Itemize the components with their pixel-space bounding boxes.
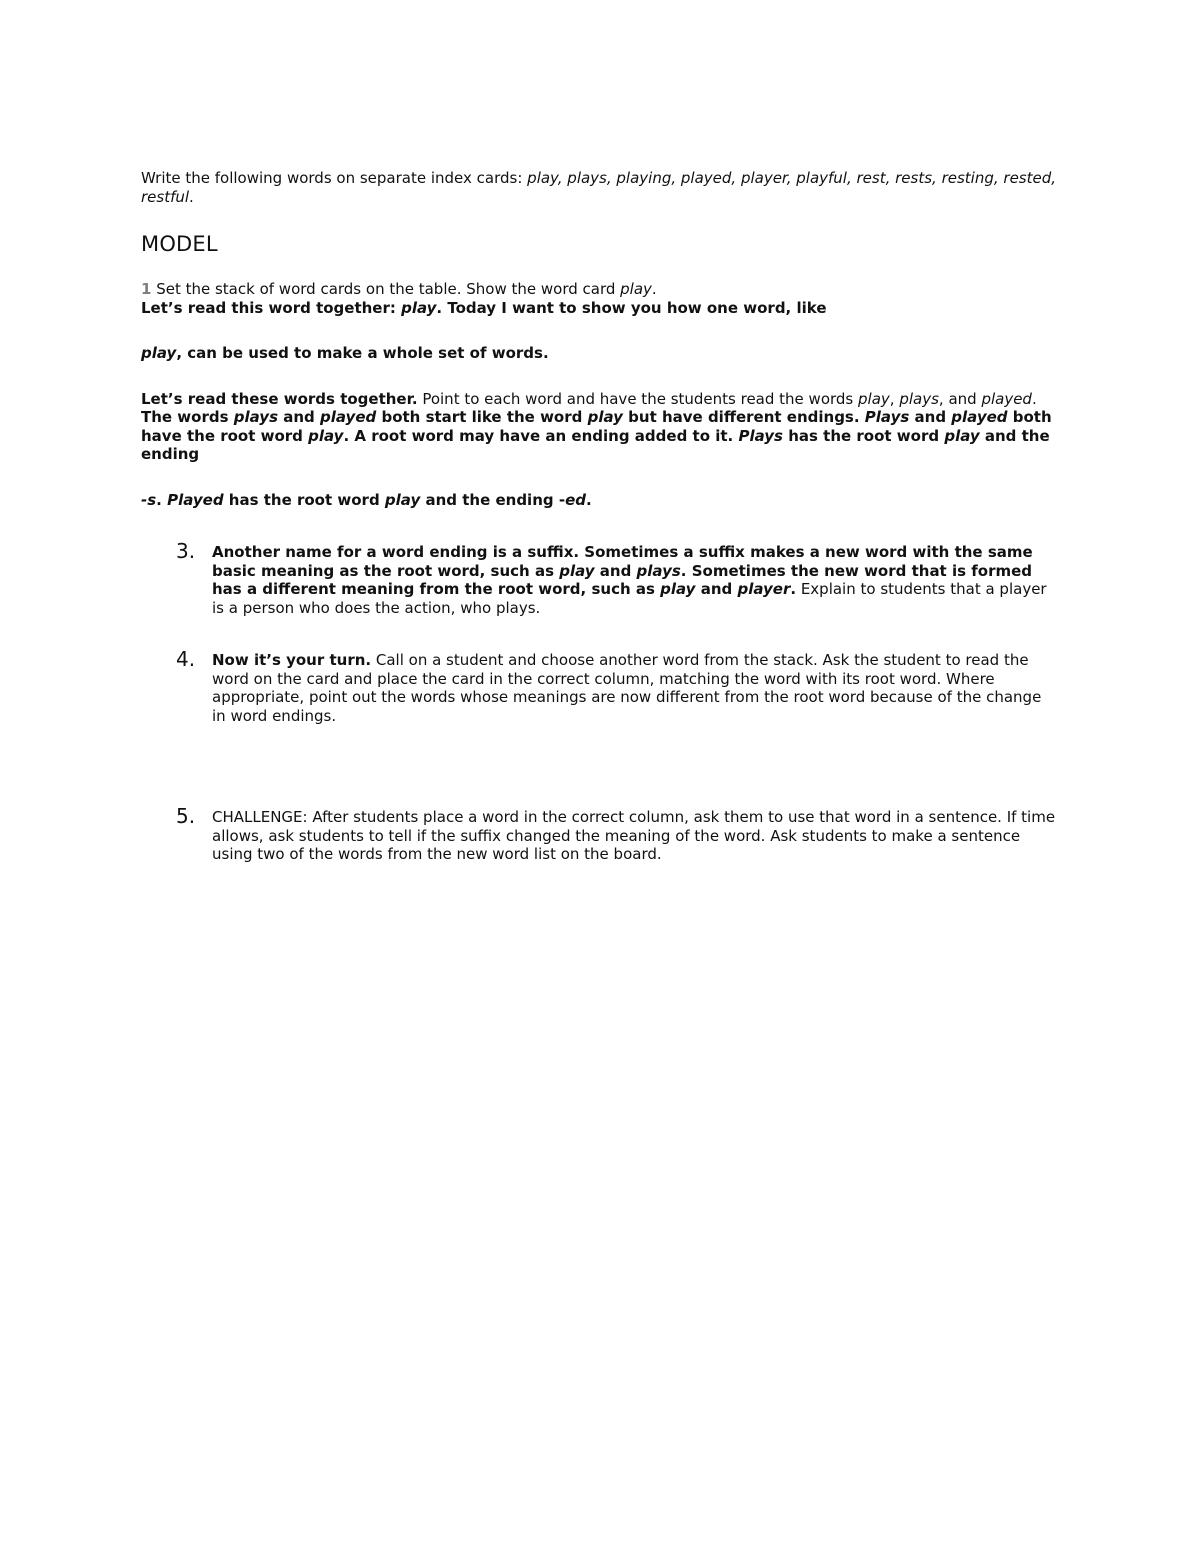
step-1-instruction-text: Set the stack of word cards on the table. Show the word card [151,280,621,298]
step-1-script [141,299,1056,318]
intro-end: . [189,187,194,206]
step-4-plain: Call on a student and choose another word from the stack. Ask the student to read the word on the card and place the card in the correct column, matching the word with its root word. Where appropriate, point out the words whose meanings are now different from the root word because of the change in word endings. [212,651,1042,725]
step-3-b3: . Sometimes the new word that is formed has a different meaning from the root word, such as [212,561,1033,598]
step-2-c3: and the ending - [420,490,566,509]
step-2-paragraph [141,390,1056,464]
intro-word-list: play, plays, playing, played, player, playful, rest, rests, resting, rested, restful [141,169,1057,206]
step-2-comma: , [889,389,900,408]
step-3-b4: and [695,580,738,598]
step-1-number: 1 [141,280,152,298]
step-2-word-plays: plays [899,389,939,408]
step-2-b-plays: plays [233,408,279,426]
step-2-c4: . [585,490,592,509]
step-2-b9: and the ending [141,426,1050,463]
step-2-b7: . A root word may have an ending added to it. [343,426,739,445]
step-2-b6: both have the root word [141,408,1052,445]
list-item-step-3 [141,539,1056,617]
section-heading: MODEL [141,232,218,256]
step-2-word-played: played [981,389,1032,408]
step-2-script-lead: Let’s read these words together. [141,389,418,408]
step-1-script-word: play [401,298,437,317]
step-1-instruction-end: . [651,280,657,298]
step-2-b-play: play [587,408,623,426]
step-1-script2-b: , can be used to make a whole set of words. [176,344,549,362]
step-4-number: 4. [176,647,196,671]
step-2-b-play3: play [944,426,980,445]
step-2-b-played2: played [951,408,1008,426]
step-2-b2: and [278,408,320,426]
intro-paragraph [141,169,1056,206]
step-2-b8: has the root word [782,426,945,445]
step-2-and: , and [938,389,982,408]
list-item-step-5 [141,804,1056,864]
step-2-b-played: played [320,408,377,426]
step-1-script-b: . Today I want to show you how one word, like [436,298,827,317]
step-3-b2: and [594,561,637,580]
step-5-number: 5. [176,804,196,828]
step-3-word-plays: plays [636,561,681,580]
step-2-instruction: Point to each word and have the students read the words [417,389,859,408]
step-3-b5: . [790,580,797,598]
step-2-continued [141,491,1056,510]
step-1-script-a: Let’s read this word together: [141,298,402,317]
step-1-script-continued [141,344,1056,363]
step-3-word-play: play [559,561,595,580]
step-2-c-s: -s [141,490,157,509]
step-3-b1: Another name for a word ending is a suffix. Sometimes a suffix makes a new word with the same basic meaning as the root word, such as [212,543,1033,580]
step-2-c-play: play [384,490,421,509]
step-3-word-player: player [737,580,791,598]
step-2-b1: The words [141,408,234,426]
step-2-period: . [1031,389,1037,408]
list-item-step-4 [141,647,1056,725]
step-3-word-play2: play [660,580,696,598]
step-1-script2-word: play [141,344,177,362]
step-2-word-play: play [858,389,890,408]
step-2-b-Plays2: Plays [738,426,783,445]
step-2-b-Plays: Plays [864,408,910,426]
step-2-b-play2: play [308,426,344,445]
step-3-plain: Explain to students that a player is a person who does the action, who plays. [212,580,1047,617]
document-body [141,169,1056,864]
step-5-plain: CHALLENGE: After students place a word in the correct column, ask them to use that word in a sentence. If time allows, ask students to tell if the suffix changed the meaning of the word. Ask students to make a sentence using two of the words from the new word list on the board. [212,808,1056,863]
step-2-c-ed: ed [565,490,586,509]
step-2-b5: and [909,408,952,426]
intro-lead: Write the following words on separate index cards: [141,169,528,187]
step-1-instruction-word: play [620,280,652,298]
step-3-number: 3. [176,539,196,563]
step-2-b4: but have different endings. [622,408,865,426]
step-4-bold: Now it’s your turn. [212,651,372,669]
step-2-c-Played: Played [167,490,224,509]
step-2-c2: has the root word [223,490,385,509]
step-1-instruction [141,280,1056,299]
step-2-c1: . [156,490,168,509]
numbered-steps [141,539,1056,864]
step-2-b3: both start like the word [376,408,588,426]
